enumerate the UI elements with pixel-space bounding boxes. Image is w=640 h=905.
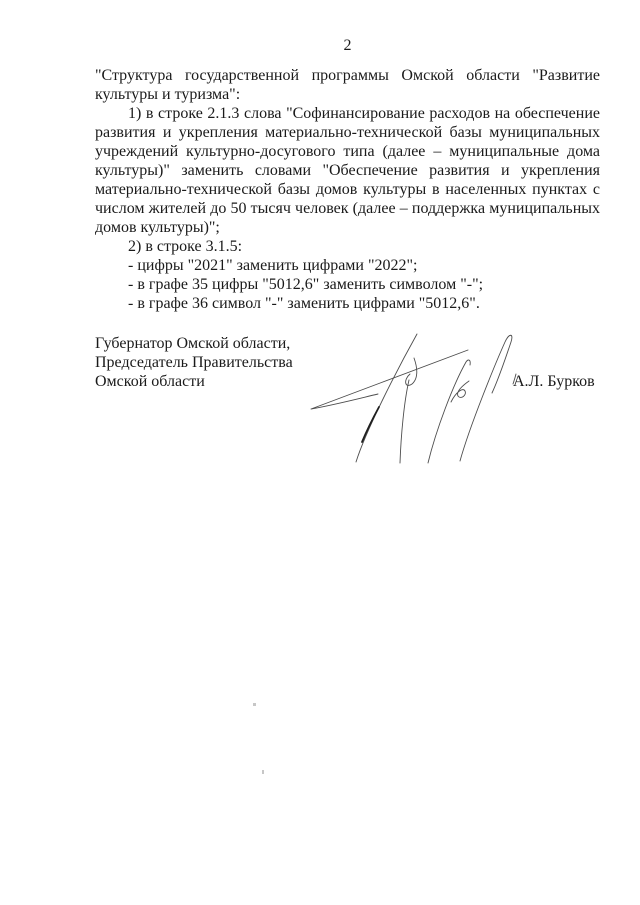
- list-item: - в графе 35 цифры "5012,6" заменить символом "-";: [128, 276, 484, 293]
- list-item: - цифры "2021" заменить цифрами "2022";: [128, 257, 418, 274]
- signatory-title: [95, 334, 293, 391]
- signatory-title-line: Омской области: [95, 373, 205, 390]
- list-item: - в графе 36 символ "-" заменить цифрами "5012,6".: [128, 295, 480, 312]
- signatory-title-line: Председатель Правительства: [95, 354, 293, 371]
- paragraph: 1) в строке 2.1.3 слова "Софинансирование расходов на обеспечение развития и укрепления материально-технической базы муниципальных учреждений культурно-досугового типа (далее – муниципальные дома культуры)" заменить словами "Обеспечение развития и укрепления материально-технической базы домов культуры в населенных пунктах с числом жителей до 50 тысяч человек (далее – поддержка муниципальных домов культуры)";: [95, 105, 600, 236]
- scan-artifact-dot: [262, 770, 264, 774]
- page-number: 2: [343, 37, 352, 54]
- paragraph: 2) в строке 3.1.5:: [128, 238, 243, 255]
- signatory-title-line: Губернатор Омской области,: [95, 335, 291, 352]
- paragraph: "Структура государственной программы Омской области "Развитие культуры и туризма":: [95, 67, 600, 103]
- signatory-name: А.Л. Бурков: [513, 373, 595, 390]
- scan-artifact-dot: [253, 703, 256, 706]
- handwritten-signature: [300, 330, 525, 475]
- document-body: [95, 66, 600, 313]
